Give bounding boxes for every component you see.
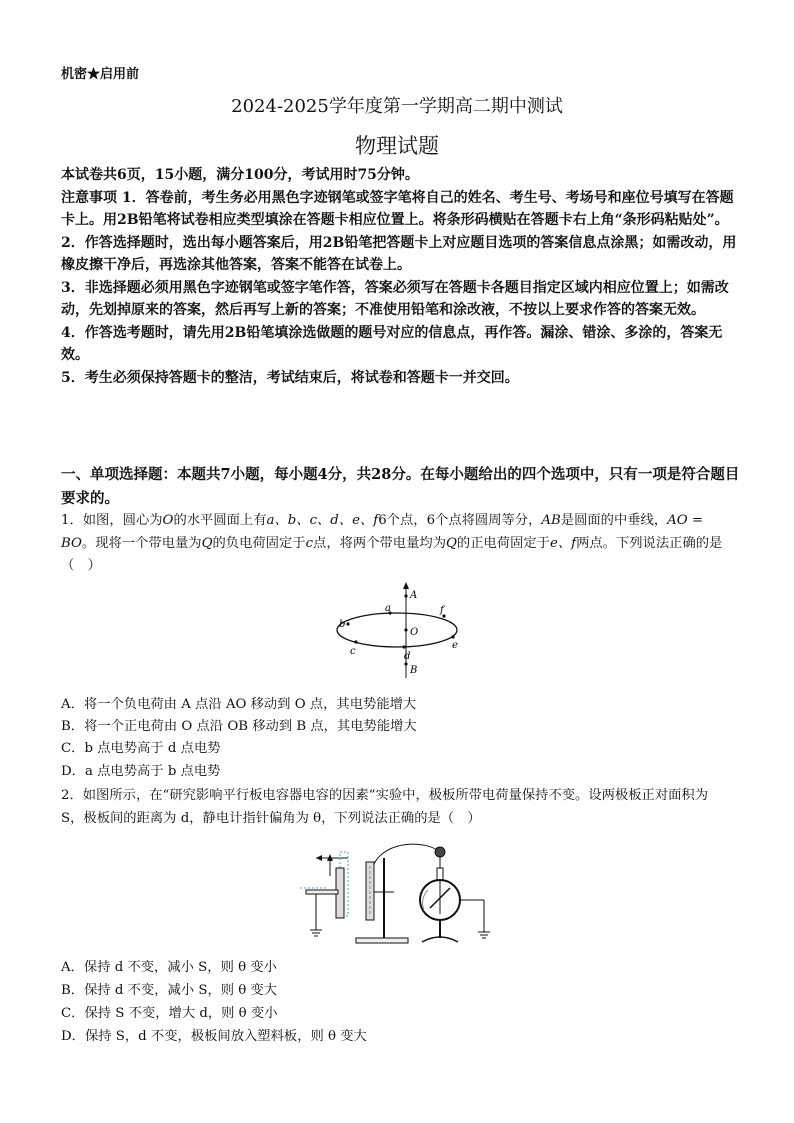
- q1-var: e、f: [549, 535, 577, 551]
- q1-option-d[interactable]: D．a 点电势高于 b 点电势: [61, 764, 221, 779]
- q1-var: a、b、c、d、e、f: [266, 513, 379, 528]
- circle-charge-figure: [322, 582, 472, 682]
- q1-var: Q: [446, 535, 457, 551]
- question-1-stem: [61, 510, 741, 578]
- notes-item-1: 注意事项 1．答卷前，考生务必用黑色字迹钢笔或签字笔将自己的姓名、考生号、考场号和座位号填写在答题卡上。用2B铅笔将试卷相应类型填涂在答题卡相应位置上。将条形码横贴在答题卡右上角“条形码粘贴处”。: [61, 189, 734, 228]
- question-2-stem: [61, 785, 741, 830]
- move-arrow-head: [316, 855, 322, 861]
- q1-text: 两点。下列说法正确的是（ ）: [61, 535, 723, 573]
- q1-var: AB: [541, 513, 561, 528]
- stand-base: [356, 938, 408, 943]
- label-a: a: [385, 603, 391, 614]
- left-handle: [306, 890, 338, 894]
- q1-text: 6个点，6个点将圆周等分，: [378, 513, 542, 528]
- q1-text: 1．如图，圆心为: [61, 513, 163, 528]
- q2-option-b[interactable]: B．保持 d 不变，减小 S，则 θ 变大: [61, 983, 278, 998]
- notes-item-5: 5．考生必须保持答题卡的整洁，考试结束后，将试卷和答题卡一并交回。: [61, 369, 519, 386]
- notes-item-2: 2．作答选择题时，选出每小题答案后，用2B铅笔把答题卡上对应题目选项的答案信息点涂黑；如需改动，用橡皮擦干净后，再选涂其他答案，答案不能答在试卷上。: [61, 234, 737, 273]
- notes-intro: 本试卷共6页，15小题，满分100分，考试用时75分钟。: [61, 167, 419, 183]
- q2-option-a[interactable]: A．保持 d 不变，减小 S，则 θ 变小: [61, 960, 277, 975]
- q1-text: 的负电荷固定于: [212, 535, 306, 551]
- q2-text-1: 2．如图所示，在“研究影响平行板电容器电容的因素”实验中，极板所带电荷量保持不变。设两极板正对面积为: [61, 788, 709, 803]
- point-c: [354, 640, 357, 643]
- exam-notes: [61, 164, 741, 389]
- point-O: [404, 628, 407, 631]
- q1-var: AO = BO: [61, 513, 704, 551]
- subject-title: 物理试题: [355, 134, 439, 158]
- electrometer-base: [422, 937, 458, 942]
- q1-text: 是圆面的中垂线，: [560, 513, 668, 528]
- q1-option-c[interactable]: C．b 点电势高于 d 点电势: [61, 741, 221, 756]
- electrometer-insulator: [437, 868, 443, 880]
- label-d: d: [404, 651, 411, 662]
- label-f: f: [440, 605, 444, 616]
- q2-text-2: S，极板间的距离为 d，静电计指针偏角为 θ，下列说法正确的是（ ）: [61, 810, 481, 826]
- label-b: b: [339, 619, 346, 630]
- capacitor-electrometer-figure: [296, 838, 502, 950]
- axis-arrow: [403, 582, 409, 589]
- q1-var: c: [305, 535, 314, 551]
- q1-var: O: [162, 513, 174, 528]
- q1-text: 。现将一个带电量为: [81, 535, 202, 551]
- notes-item-3: 3．非选择题必须用黑色字迹钢笔或签字笔作答，答案必须写在答题卡各题目指定区域内相应位置上；如需改动，先划掉原来的答案，然后再写上新的答案；不准使用铅笔和涂改液，不按以上要求作答的答案无效。: [61, 279, 729, 318]
- q1-option-a[interactable]: A．将一个负电荷由 A 点沿 AO 移动到 O 点，其电势能增大: [61, 697, 417, 712]
- point-d: [402, 645, 405, 648]
- q1-text: 的正电荷固定于: [456, 535, 550, 551]
- electrometer-ball: [435, 847, 445, 857]
- point-b: [346, 622, 349, 625]
- q1-var: Q: [201, 535, 213, 551]
- label-A: A: [410, 590, 418, 601]
- q1-text: 点，将两个带电量均为: [313, 535, 446, 551]
- notes-item-4: 4．作答选考题时，请先用2B铅笔填涂选做题的题号对应的信息点，再作答。漏涂、错涂、多涂的，答案无效。: [61, 324, 723, 363]
- label-O: O: [410, 627, 419, 638]
- point-A: [404, 594, 407, 597]
- confidential-label: 机密★启用前: [61, 67, 140, 82]
- q1-text: 的水平圆面上有: [173, 513, 267, 528]
- section-heading: 一、单项选择题：本题共7小题，每小题4分，共28分。在每小题给出的四个选项中，只有一项是符合题目要求的。: [61, 466, 740, 507]
- label-e: e: [452, 640, 458, 651]
- q1-option-b[interactable]: B．将一个正电荷由 O 点沿 OB 移动到 B 点，其电势能增大: [61, 719, 417, 734]
- point-B: [404, 662, 407, 665]
- q2-option-c[interactable]: C．保持 S 不变，增大 d，则 θ 变小: [61, 1006, 278, 1021]
- q2-option-d[interactable]: D．保持 S，d 不变，极板间放入塑料板，则 θ 变大: [61, 1029, 367, 1044]
- exam-title: 2024-2025学年度第一学期高二期中测试: [231, 96, 563, 117]
- point-e: [451, 635, 454, 638]
- label-B: B: [410, 665, 418, 676]
- label-c: c: [350, 646, 356, 657]
